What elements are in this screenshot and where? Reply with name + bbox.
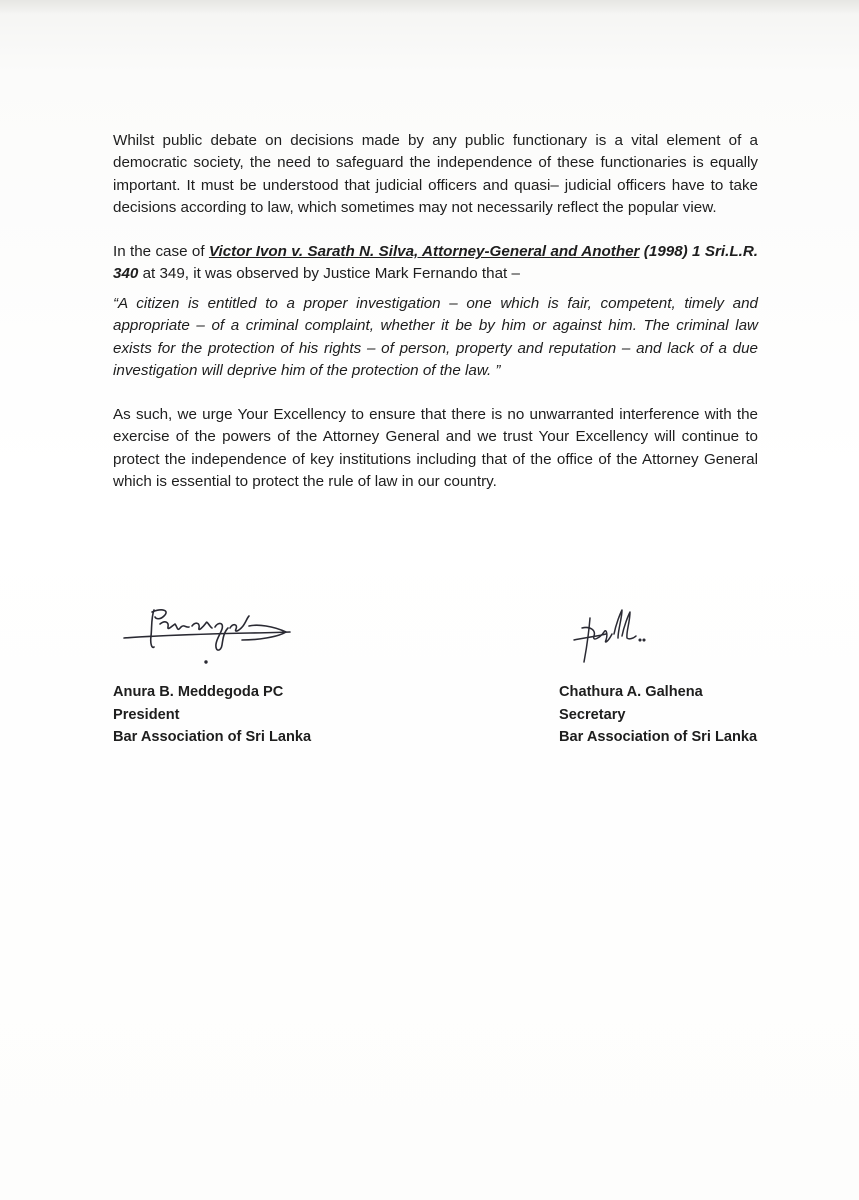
signatory-title: Secretary [559,706,626,723]
case-intro-text: In the case of [113,243,209,260]
secretary-signature-block [559,681,757,749]
quotation-paragraph: “A citizen is entitled to a proper investigation – one which is fair, competent, timely and appropriate – of a criminal complaint, whether it be by him or against him. The criminal law exists for the protection of his rights – of person, property and reputation – and lack of a due investigation will deprive him of the protection of the law. ” [113,295,758,379]
signatory-title: President [113,706,180,723]
signatory-name: Anura B. Meddegoda PC [113,684,284,700]
paragraph-urge: As such, we urge Your Excellency to ensure that there is no unwarranted interference with the exercise of the powers of the Attorney General and we trust Your Excellency will continue to protect the independence of key institutions including that of the office of the Attorney General which is essential to protect the rule of law in our country. [113,406,758,490]
case-observation-text: at 349, it was observed by Justice Mark Fernando that – [138,265,520,283]
president-signature-block [113,681,311,749]
paragraph-case-reference [113,241,758,286]
signatory-organization: Bar Association of Sri Lanka [559,729,758,745]
president-signature [118,600,298,672]
secretary-signature [560,604,660,674]
paragraph-public-debate: Whilst public debate on decisions made by any public functionary is a vital element of a democratic society, the need to safeguard the independence of these functionaries is equally important. It must be understood that judicial officers and quasi– judicial officers have to take decisions according to law, which sometimes may not necessarily reflect the popular view. [113,132,758,216]
case-name: Victor Ivon v. Sarath N. Silva, Attorney-General and Another [208,243,640,260]
signatory-organization: Bar Association of Sri Lanka [113,729,312,745]
case-citation: (1998) 1 Sri.L.R. 340 [113,243,759,283]
signatory-name: Chathura A. Galhena [559,684,703,700]
